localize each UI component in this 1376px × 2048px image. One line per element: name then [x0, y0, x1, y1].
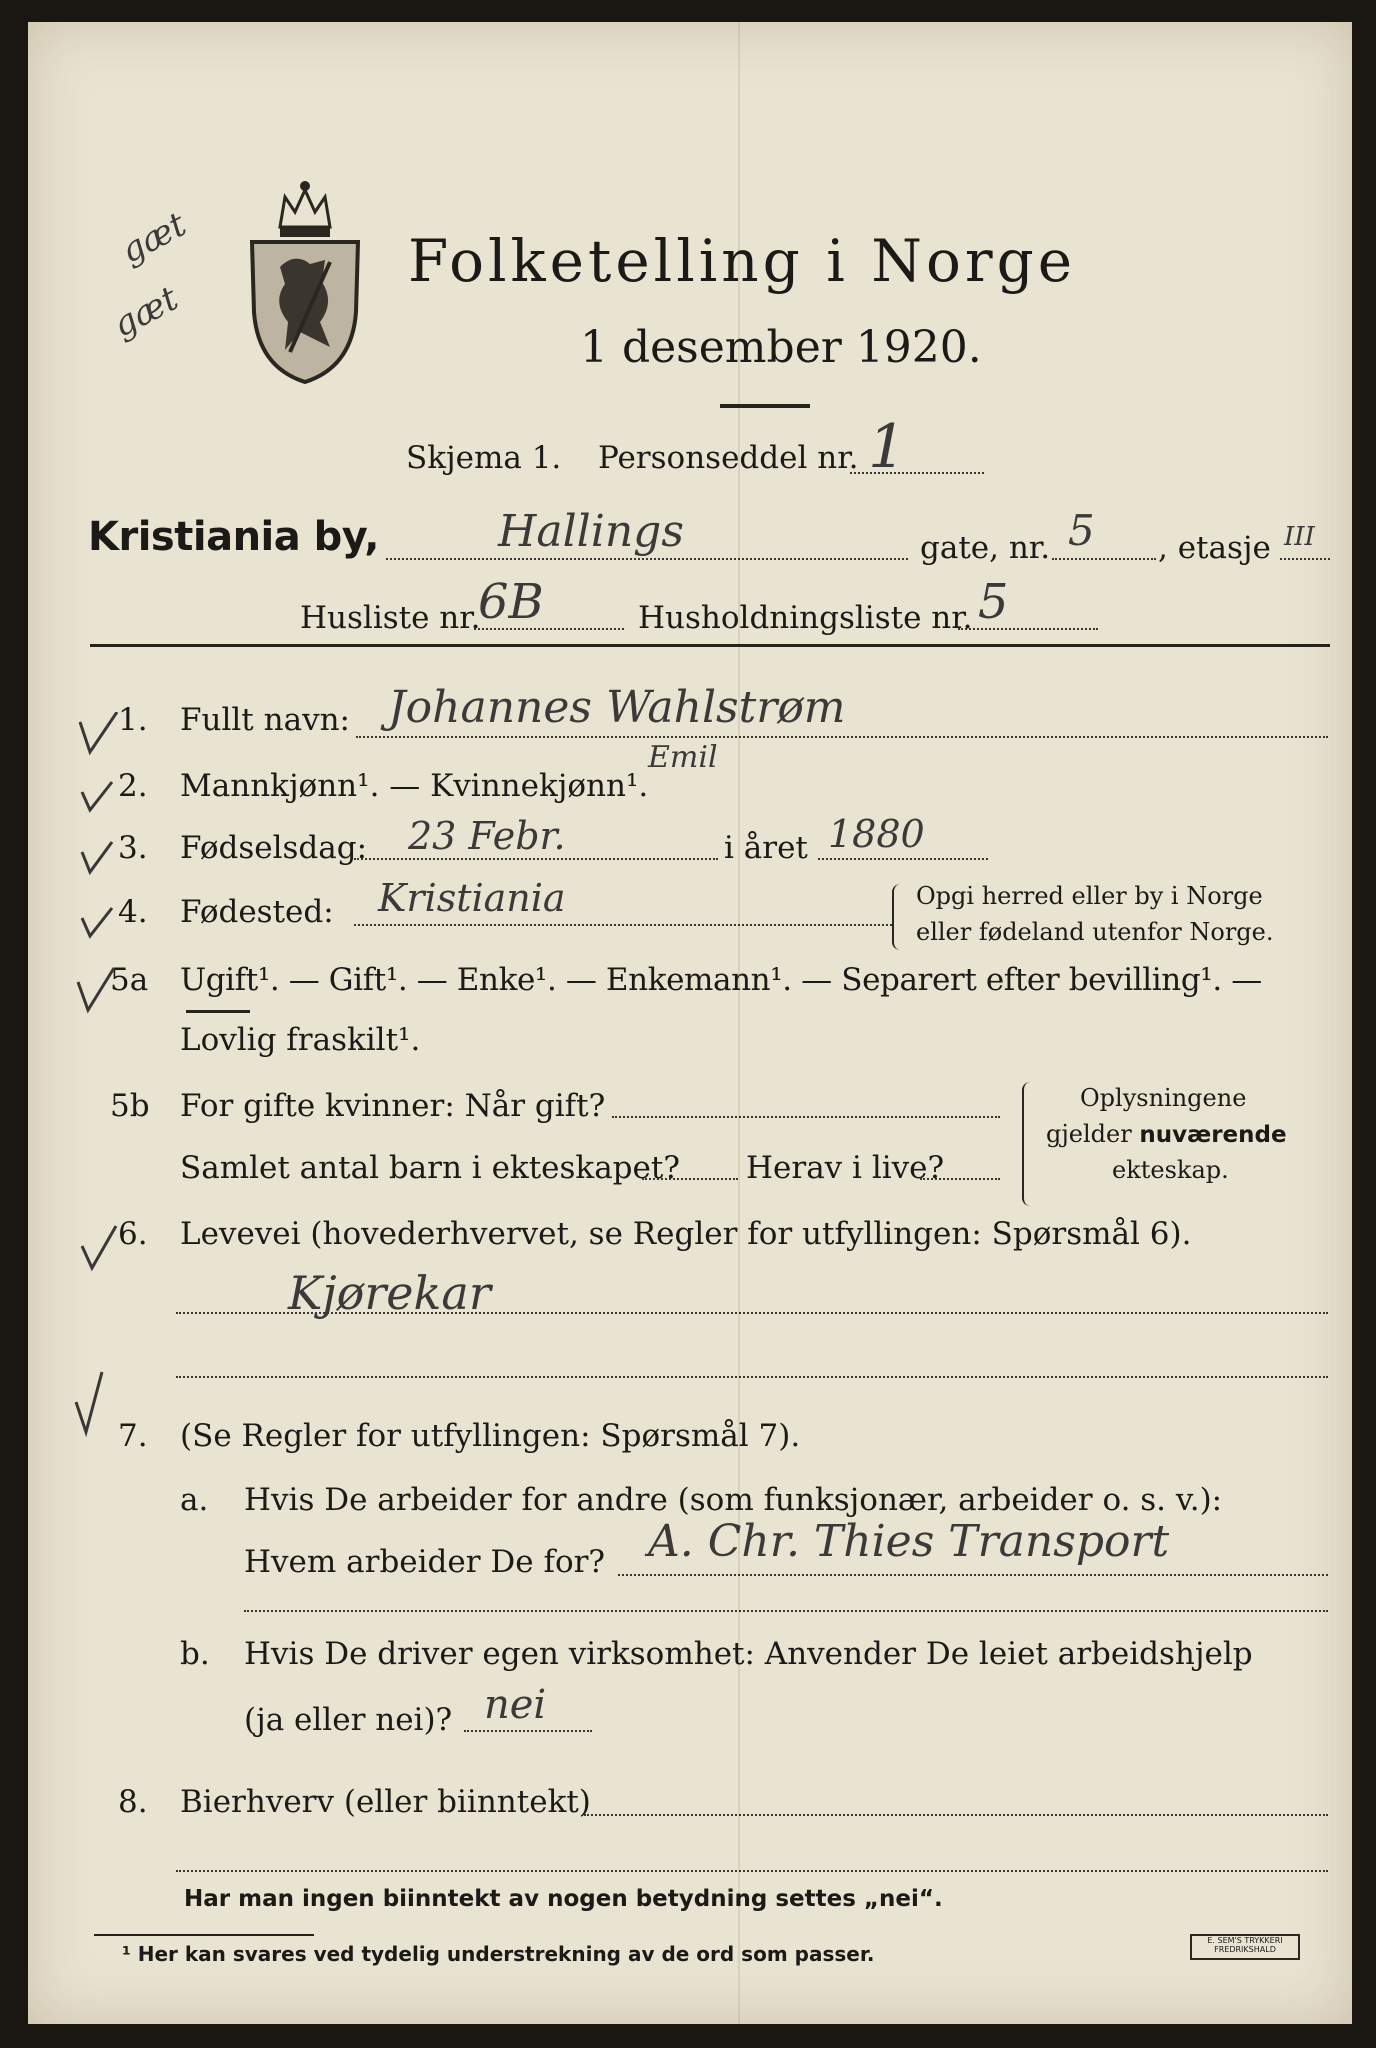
husholdning-label: Husholdningsliste nr. — [638, 600, 973, 636]
page-title: Folketelling i Norge — [408, 227, 1077, 295]
q3-number: 3. — [118, 830, 148, 866]
q8-label: Bierhverv (eller biinntekt) — [180, 1784, 591, 1820]
q6-number: 6. — [118, 1216, 148, 1252]
q1-label: Fullt navn: — [180, 702, 350, 738]
q4-note-2: eller fødeland utenfor Norge. — [916, 918, 1274, 946]
q5a-label: Ugift¹. — Gift¹. — Enke¹. — Enkemann¹. — Separert efter bevilling¹. — — [180, 962, 1262, 998]
personseddel-value: 1 — [868, 412, 907, 482]
q3-label: Fødselsdag: — [180, 830, 368, 866]
etasje-value: III — [1284, 522, 1315, 552]
section-divider — [90, 644, 1330, 647]
census-date: 1 desember 1920. — [580, 322, 982, 373]
q7a-label: Hvis De arbeider for andre (som funksjonær, arbeider o. s. v.): — [244, 1482, 1223, 1518]
q7b-value: nei — [484, 1682, 547, 1728]
footnote: ¹ Her kan svares ved tydelig understrekning av de ord som passer. — [122, 1942, 875, 1966]
q5a-underline-ugift — [186, 1010, 250, 1013]
q3-day-value: 23 Febr. — [408, 814, 566, 858]
q8-number: 8. — [118, 1784, 148, 1820]
q7b-number: b. — [180, 1636, 210, 1672]
printer-stamp: E. SEM'S TRYKKERI FREDRIKSHALD — [1190, 1934, 1300, 1960]
q5a-label-2: Lovlig fraskilt¹. — [180, 1022, 421, 1058]
q4-value: Kristiania — [378, 876, 566, 920]
q4-note-1: Opgi herred eller by i Norge — [916, 882, 1263, 910]
q7-number: 7. — [118, 1418, 148, 1454]
q5b-label-2: Samlet antal barn i ekteskapet? — [180, 1150, 680, 1186]
q7a-value: A. Chr. Thies Transport — [648, 1516, 1170, 1567]
q5b-note-1: Oplysningene — [1080, 1084, 1247, 1112]
q3-year-value: 1880 — [828, 812, 925, 856]
coat-of-arms-icon — [240, 172, 370, 392]
q7-label: (Se Regler for utfyllingen: Spørsmål 7). — [180, 1418, 801, 1454]
husholdning-value: 5 — [978, 574, 1009, 630]
q5b-note-3: ekteskap. — [1112, 1156, 1229, 1184]
q5b-note-2: gjelder nuværende — [1046, 1120, 1287, 1148]
q5b-label-3: Herav i live? — [746, 1150, 945, 1186]
q5b-number: 5b — [110, 1088, 150, 1124]
q2-number: 2. — [118, 768, 148, 804]
q7a-number: a. — [180, 1482, 209, 1518]
q5a-number: 5a — [110, 962, 149, 998]
q8-note: Har man ingen biinntekt av nogen betydning settes „nei“. — [184, 1886, 943, 1912]
q4-label: Fødested: — [180, 894, 334, 930]
city-label: Kristiania by, — [88, 514, 379, 560]
q6-value: Kjørekar — [288, 1266, 491, 1320]
margin-check-marks-icon — [72, 712, 142, 1452]
q7b-label: Hvis De driver egen virksomhet: Anvender De leiet arbeidshjelp — [244, 1636, 1253, 1672]
census-form-page — [28, 22, 1352, 2024]
schema-label: Skjema 1. — [406, 440, 562, 476]
q3-year-label: i året — [724, 830, 808, 866]
footnote-rule — [94, 1934, 314, 1936]
husliste-value: 6B — [478, 574, 544, 630]
q2-label: Mannkjønn¹. — Kvinnekjønn¹. — [180, 768, 649, 804]
personseddel-label: Personseddel nr. — [598, 440, 859, 476]
q5b-label: For gifte kvinner: Når gift? — [180, 1088, 606, 1124]
etasje-label: , etasje — [1158, 530, 1271, 566]
gate-label: gate, nr. — [920, 530, 1051, 566]
street-value: Hallings — [498, 506, 684, 557]
q6-label: Levevei (hovederhvervet, se Regler for utfyllingen: Spørsmål 6). — [180, 1216, 1192, 1252]
q1-number: 1. — [118, 702, 148, 738]
margin-note-1: gæt — [114, 204, 193, 272]
q7a-label-2: Hvem arbeider De for? — [244, 1544, 606, 1580]
q1-value: Johannes Wahlstrøm — [388, 682, 846, 733]
nr-value: 5 — [1068, 506, 1095, 555]
title-divider — [720, 404, 810, 408]
q4-number: 4. — [118, 894, 148, 930]
husliste-label: Husliste nr. — [300, 600, 481, 636]
margin-note-2: gæt — [106, 278, 185, 346]
q2-value: Emil — [648, 740, 718, 775]
q7b-label-2: (ja eller nei)? — [244, 1702, 453, 1738]
